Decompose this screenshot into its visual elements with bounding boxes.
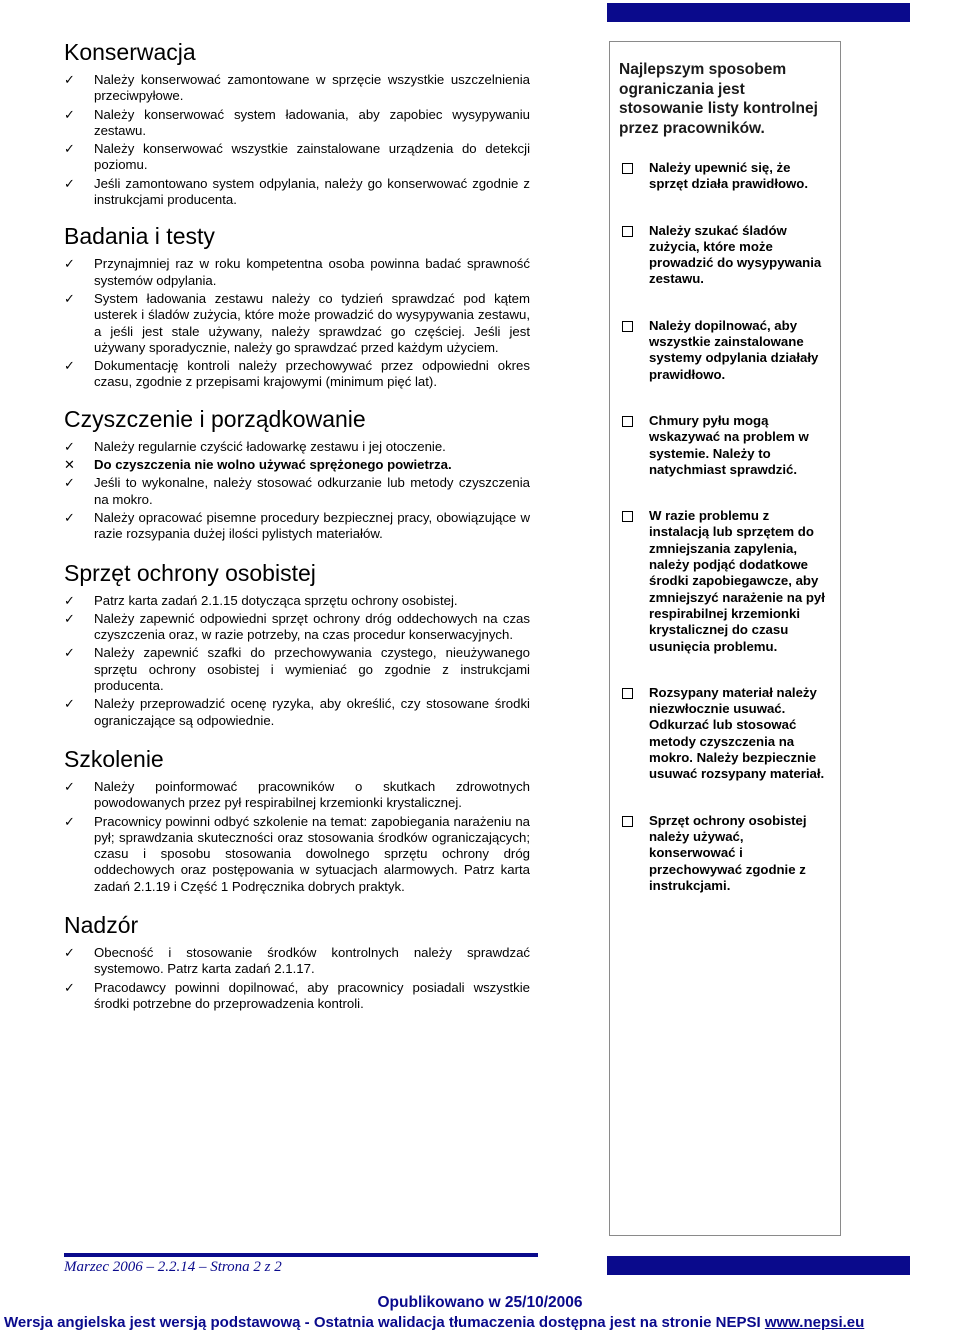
check-icon: ✓ (64, 509, 75, 525)
validation-text: Wersja angielska jest wersją podstawową - Ostatnia walidacja tłumaczenia dostępna jest na stronie NEPSI (4, 1314, 761, 1331)
sidebar-item (619, 160, 830, 193)
list-item-text: Jeśli zamontowano system odpylania, należy go konserwować zgodnie z instrukcjami producenta. (94, 175, 530, 208)
check-icon: ✓ (64, 475, 75, 491)
footer-color-bar (607, 1256, 910, 1275)
list-item (64, 510, 530, 543)
list-item-text: Należy konserwować zamontowane w sprzęcie wszystkie uszczelnienia przeciwpyłowe. (94, 72, 530, 104)
check-icon: ✓ (64, 438, 75, 454)
section-list (64, 593, 530, 729)
list-item (64, 814, 530, 895)
sidebar-item (619, 813, 830, 894)
sidebar-item-text: Chmury pyłu mogą wskazywać na problem w systemie. Należy to natychmiast sprawdzić. (649, 412, 809, 477)
list-item-text: Patrz karta zadań 2.1.15 dotycząca sprzętu ochrony osobistej. (94, 592, 458, 608)
cross-icon: ✕ (64, 457, 75, 473)
list-item-text: Należy opracować pisemne procedury bezpiecznej pracy, obowiązujące w razie rozsypania dużej ilości pylistych materiałów. (94, 509, 530, 542)
list-item (64, 439, 530, 455)
list-item-text: Dokumentację kontroli należy przechowywać przez odpowiedni okres czasu, zgodnie z przepisami krajowymi (minimum pięć lat). (94, 358, 530, 390)
validation-note (4, 1314, 960, 1331)
section-title: Konserwacja (64, 39, 196, 65)
header-color-bar (607, 3, 910, 22)
check-icon: ✓ (64, 256, 75, 272)
checkbox-icon (622, 321, 633, 332)
section (64, 38, 530, 208)
list-item (64, 256, 530, 289)
list-item-text: Należy konserwować system ładowania, aby zapobiec wysypywaniu zestawu. (94, 106, 530, 138)
check-icon: ✓ (64, 175, 75, 191)
list-item-text: Obecność i stosowanie środków kontrolnych należy sprawdzać systemowo. Patrz karta zadań 2.1.17. (94, 944, 530, 977)
sidebar-item (619, 413, 830, 478)
check-icon: ✓ (64, 592, 75, 608)
checkbox-icon (622, 226, 633, 237)
list-item (64, 457, 530, 473)
section-list (64, 72, 530, 208)
checkbox-icon (622, 511, 633, 522)
list-item-text: System ładowania zestawu należy co tydzień sprawdzać pod kątem usterek i śladów zużycia, które może prowadzić do wysypywania zestawu, a jeśli jest stale używany, należy sprawdzać go częściej. Jeśli jest używany sporadycznie, należy go sprawdzać przed każdym użyciem. (94, 290, 530, 355)
sidebar-item-text: Należy upewnić się, że sprzęt działa prawidłowo. (649, 160, 809, 192)
list-item (64, 291, 530, 356)
section (64, 222, 530, 390)
sidebar-intro: Najlepszym sposobem ograniczania jest stosowanie listy kontrolnej przez pracowników. (619, 61, 818, 137)
check-icon: ✓ (64, 141, 75, 157)
list-item-text: Należy przeprowadzić ocenę ryzyka, aby określić, czy stosowane środki ograniczające są odpowiednie. (94, 696, 530, 728)
list-item-text: Jeśli to wykonalne, należy stosować odkurzanie lub metody czyszczenia na mokro. (94, 475, 530, 507)
check-icon: ✓ (64, 72, 75, 87)
list-item (64, 980, 530, 1013)
list-item (64, 475, 530, 508)
sidebar-item-text: Sprzęt ochrony osobistej należy używać, konserwować i przechowywać zgodnie z instrukcjami. (649, 812, 807, 893)
check-icon: ✓ (64, 106, 75, 122)
check-icon: ✓ (64, 290, 75, 306)
list-item (64, 176, 530, 209)
section-list (64, 945, 530, 1012)
list-item (64, 611, 530, 644)
sidebar-item-text: Należy szukać śladów zużycia, które może prowadzić do wysypywania zestawu. (649, 222, 822, 287)
checkbox-icon (622, 416, 633, 427)
list-item-text: Należy poinformować pracowników o skutkach zdrowotnych powodowanych przez pył respirabilnej krzemionki krystalicznej. (94, 778, 530, 811)
check-icon: ✓ (64, 696, 75, 712)
list-item-text: Pracownicy powinni odbyć szkolenie na temat: zapobiegania narażeniu na pył; sprawdzania skuteczności oraz stosowania środków ograniczających; czasu i sposobu stosowania dowolnego sprzętu ochrony dróg oddechowych oraz postępowania w sytuacjach alarmowych. Patrz karta zadań 2.1.19 i Część 1 Podręcznika dobrych praktyk. (94, 813, 530, 894)
list-item-text: Należy zapewnić szafki do przechowywania czystego, nieużywanego sprzętu ochrony osobistej i wymieniać go zgodnie z instrukcjami producenta. (94, 645, 530, 694)
section-title: Sprzęt ochrony osobistej (64, 559, 316, 586)
list-item (64, 593, 530, 609)
list-item-text: Pracodawcy powinni dopilnować, aby pracownicy posiadali wszystkie środki potrzebne do przeprowadzenia kontroli. (94, 979, 530, 1011)
section (64, 559, 530, 729)
section-list (64, 256, 530, 390)
sidebar-item (619, 223, 830, 288)
list-item-text: Należy regularnie czyścić ładowarkę zestawu i jej otoczenie. (94, 438, 446, 454)
check-icon: ✓ (64, 813, 75, 829)
section-list (64, 439, 530, 543)
list-item (64, 72, 530, 105)
section-title: Nadzór (64, 911, 139, 938)
list-item (64, 945, 530, 978)
list-item (64, 107, 530, 140)
sidebar-checklist (619, 160, 830, 894)
sidebar-item-text: Rozsypany materiał należy niezwłocznie usuwać. Odkurzać lub stosować metody czyszczenia na mokro. Należy bezpiecznie usuwać rozsypany materiał. (649, 684, 825, 782)
check-icon: ✓ (64, 778, 75, 794)
list-item-text: Należy konserwować wszystkie zainstalowane urządzenia do detekcji poziomu. (94, 141, 530, 173)
list-item (64, 779, 530, 812)
sidebar-item-text: Należy dopilnować, aby wszystkie zainstalowane systemy odpylania działały prawidłowo. (649, 317, 819, 382)
sidebar-item (619, 508, 830, 655)
footer-date: Marzec 2006 – 2.2.14 – Strona 2 z 2 (64, 1259, 282, 1275)
list-item-text: Należy zapewnić odpowiedni sprzęt ochrony dróg oddechowych na czas czyszczenia oraz, w razie potrzeby, na czas procedur konserwacyjnych. (94, 610, 530, 643)
section-title: Czyszczenie i porządkowanie (64, 405, 366, 432)
section-title: Szkolenie (64, 745, 164, 772)
check-icon: ✓ (64, 645, 75, 661)
check-icon: ✓ (64, 979, 75, 995)
section (64, 911, 530, 1012)
checkbox-icon (622, 816, 633, 827)
section-list (64, 779, 530, 895)
main-content (64, 38, 530, 1014)
sidebar-item (619, 318, 830, 383)
list-item-text: Przynajmniej raz w roku kompetentna osoba powinna badać sprawność systemów odpylania. (94, 256, 530, 288)
sidebar-item (619, 685, 830, 783)
check-icon: ✓ (64, 944, 75, 960)
section (64, 405, 530, 543)
footer-divider (64, 1253, 538, 1257)
nepsi-link[interactable]: www.nepsi.eu (764, 1314, 865, 1331)
list-item (64, 358, 530, 391)
check-icon: ✓ (64, 358, 75, 374)
checkbox-icon (622, 688, 633, 699)
published-note: Opublikowano w 25/10/2006 (377, 1294, 583, 1311)
list-item-text: Do czyszczenia nie wolno używać sprężonego powietrza. (94, 457, 452, 473)
check-icon: ✓ (64, 610, 75, 626)
list-item (64, 141, 530, 174)
checkbox-icon (622, 163, 633, 174)
list-item (64, 645, 530, 694)
checklist-sidebar (609, 41, 841, 1236)
list-item (64, 696, 530, 729)
sidebar-item-text: W razie problemu z instalacją lub sprzętem do zmniejszania zapylenia, należy podjąć dodatkowe środki zapobiegawcze, aby zmniejszyć narażenie na pył respirabilnej krzemionki krystalicznej do czasu usunięcia problemu. (649, 508, 825, 654)
section (64, 745, 530, 895)
section-title: Badania i testy (64, 223, 215, 250)
